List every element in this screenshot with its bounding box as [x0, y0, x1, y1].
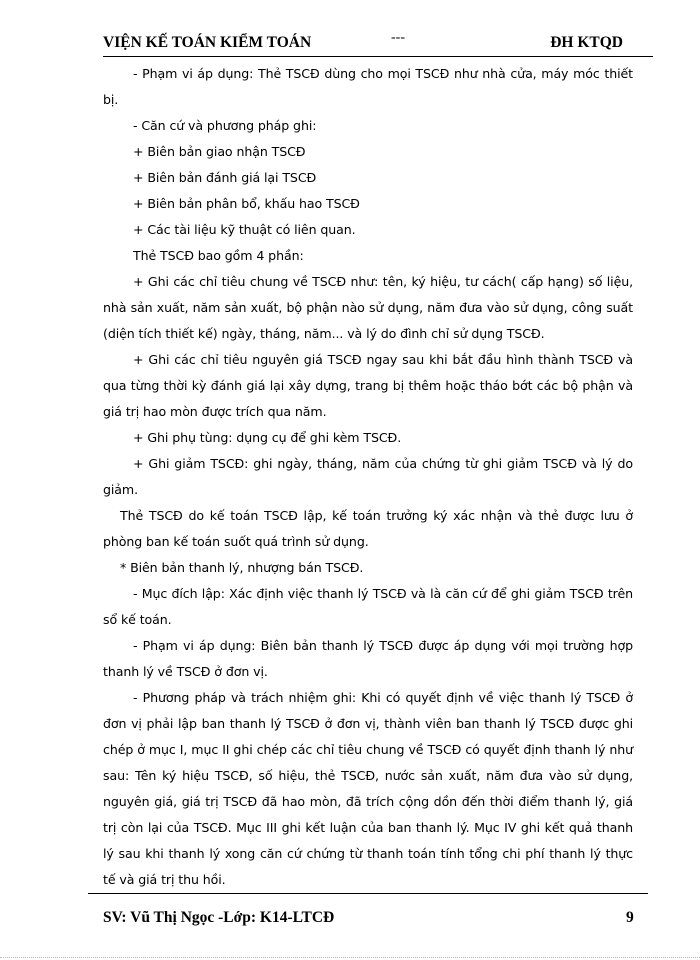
list-item: + Biên bản giao nhận TSCĐ: [133, 144, 306, 159]
footer-divider: [88, 893, 648, 894]
list-item: + Ghi các chỉ tiêu nguyên giá TSCĐ ngay sau khi bắt đầu hình thành TSCĐ và qua từng thời kỳ đánh giá lại xây dựng, trang bị thêm hoặc tháo bớt các bộ phận và giá trị hao mòn được trích qua năm.: [103, 352, 633, 419]
paragraph-card-storage: Thẻ TSCĐ do kế toán TSCĐ lập, kế toán trưởng ký xác nhận và thẻ được lưu ở phòng ban kế toán suốt quá trình sử dụng.: [103, 508, 633, 549]
document-body: [103, 61, 633, 893]
paragraph-scope: - Phạm vi áp dụng: Thẻ TSCĐ dùng cho mọi TSCĐ như nhà cửa, máy móc thiết bị.: [103, 66, 633, 107]
page-number: 9: [626, 909, 634, 926]
list-item: + Ghi các chỉ tiêu chung về TSCĐ như: tên, ký hiệu, tư cách( cấp hạng) số liệu, nhà sản xuất, năm sản xuất, bộ phận nào sử dụng, năm đưa vào sử dụng, công suất (diện tích thiết kế) ngày, tháng, năm... và lý do đình chỉ sử dụng TSCĐ.: [103, 274, 633, 341]
paragraph-card-parts: Thẻ TSCĐ bao gồm 4 phần:: [133, 248, 304, 263]
paragraph-purpose: - Mục đích lập: Xác định việc thanh lý TSCĐ và là căn cứ để ghi giảm TSCĐ trên sổ kế toán.: [103, 586, 633, 627]
header-institute: VIỆN KẾ TOÁN KIỂM TOÁN: [103, 34, 312, 51]
page-header: [103, 30, 653, 57]
list-item: + Ghi giảm TSCĐ: ghi ngày, tháng, năm của chứng từ ghi giảm TSCĐ và lý do giảm.: [103, 456, 633, 497]
paragraph-basis: - Căn cứ và phương pháp ghi:: [133, 118, 317, 133]
list-item: + Biên bản phân bổ, khấu hao TSCĐ: [133, 196, 360, 211]
paragraph-method: - Phương pháp và trách nhiệm ghi: Khi có quyết định về việc thanh lý TSCĐ ở đơn vị phải lập ban thanh lý TSCĐ ở đơn vị, thành viên ban thanh lý TSCĐ được ghi chép ở mục I, mục II ghi chép các chỉ tiêu chung về TSCĐ có quyết định thanh lý như sau: Tên ký hiệu TSCĐ, số hiệu, thẻ TSCĐ, nước sản xuất, năm đưa vào sử dụng, nguyên giá, giá trị TSCĐ đã hao mòn, đã trích cộng dồn đến thời điểm thanh lý, giá trị còn lại của TSCĐ. Mục III ghi kết luận của ban thanh lý. Mục IV ghi kết quả thanh lý sau khi thanh lý xong căn cứ chứng từ thanh toán tính tổng chi phí thanh lý thực tế và giá trị thu hồi.: [103, 690, 633, 887]
section-heading: * Biên bản thanh lý, nhượng bán TSCĐ.: [120, 560, 364, 575]
footer-student: SV: Vũ Thị Ngọc -Lớp: K14-LTCĐ: [103, 909, 335, 926]
list-item: + Ghi phụ tùng: dụng cụ để ghi kèm TSCĐ.: [133, 430, 402, 445]
list-item: + Các tài liệu kỹ thuật có liên quan.: [133, 222, 356, 237]
page-edge: [0, 957, 700, 958]
header-university: ĐH KTQD: [550, 34, 623, 51]
list-item: + Biên bản đánh giá lại TSCĐ: [133, 170, 317, 185]
header-separator: ---: [391, 30, 405, 45]
paragraph-scope-2: - Phạm vi áp dụng: Biên bản thanh lý TSCĐ được áp dụng với mọi trường hợp thanh lý về TSCĐ ở đơn vị.: [103, 638, 633, 679]
